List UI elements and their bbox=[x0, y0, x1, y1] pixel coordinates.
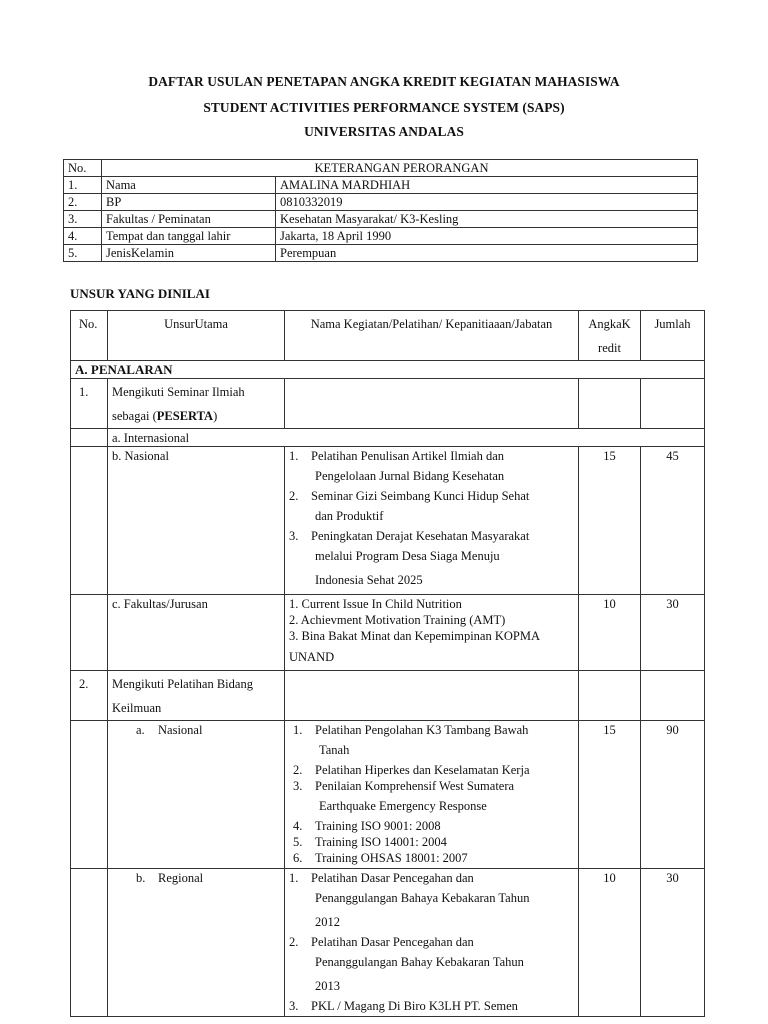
col-angka bbox=[579, 311, 641, 361]
row-jumlah: 30 bbox=[641, 595, 705, 671]
col-angka-line2: redit bbox=[598, 341, 621, 355]
row-angka bbox=[579, 671, 641, 721]
list-item bbox=[289, 934, 578, 998]
doc-title-line1: DAFTAR USULAN PENETAPAN ANGKA KREDIT KEGIATAN MAHASISWA bbox=[148, 74, 620, 89]
list-item bbox=[293, 834, 578, 850]
info-row-label: Fakultas / Peminatan bbox=[102, 211, 276, 228]
list-text: Penilaian Komprehensif West Sumatera bbox=[315, 779, 515, 793]
list-item bbox=[293, 850, 578, 866]
row-no: 1. bbox=[71, 379, 108, 429]
row-angka: 15 bbox=[579, 447, 641, 595]
table-row bbox=[71, 595, 705, 671]
info-row-value: Kesehatan Masyarakat/ K3-Kesling bbox=[276, 211, 698, 228]
list-item bbox=[293, 722, 578, 762]
col-jumlah: Jumlah bbox=[641, 311, 705, 361]
list-num: 2. bbox=[289, 489, 299, 503]
row-jumlah bbox=[641, 671, 705, 721]
list-num: 5. bbox=[293, 835, 303, 849]
list-text-cont: dan Produktif bbox=[315, 509, 384, 523]
list-text-cont: Penanggulangan Bahay Kebakaran Tahun bbox=[315, 955, 524, 969]
list-text-cont: 2013 bbox=[315, 979, 340, 993]
list-num: 1. bbox=[293, 723, 303, 737]
list-text-cont: Tanah bbox=[319, 743, 350, 757]
table-row bbox=[71, 721, 705, 869]
list-item: 2. Achievment Motivation Training (AMT) bbox=[289, 613, 506, 627]
list-item bbox=[289, 528, 578, 592]
list-text: PKL / Magang Di Biro K3LH PT. Semen bbox=[311, 999, 518, 1013]
row-angka: 10 bbox=[579, 869, 641, 1017]
row-jumlah: 30 bbox=[641, 869, 705, 1017]
row-sub-text: Regional bbox=[158, 871, 204, 885]
list-num: 3. bbox=[293, 779, 303, 793]
row-no bbox=[71, 429, 108, 447]
row-activity-list bbox=[285, 869, 579, 1017]
col-unsur: UnsurUtama bbox=[108, 311, 285, 361]
group-a-label: A. PENALARAN bbox=[71, 361, 705, 379]
list-text-cont: 2012 bbox=[315, 915, 340, 929]
row-unsur-line1: Mengikuti Pelatihan Bidang bbox=[112, 677, 253, 691]
row-no bbox=[71, 721, 108, 869]
info-row-value: Jakarta, 18 April 1990 bbox=[276, 228, 698, 245]
list-text-cont: Pengelolaan Jurnal Bidang Kesehatan bbox=[315, 469, 505, 483]
row-unsur-line2: Keilmuan bbox=[112, 701, 162, 715]
info-row bbox=[64, 211, 698, 228]
row-activity-list bbox=[285, 721, 579, 869]
personal-info-table bbox=[63, 159, 698, 262]
row-angka bbox=[579, 379, 641, 429]
col-nama: Nama Kegiatan/Pelatihan/ Kepanitiaaan/Jabatan bbox=[285, 311, 579, 361]
info-row-no: 5. bbox=[64, 245, 102, 262]
col-angka-line1: AngkaK bbox=[588, 317, 631, 331]
info-row-label: BP bbox=[102, 194, 276, 211]
list-text-cont: Indonesia Sehat 2025 bbox=[315, 573, 423, 587]
row-no: 2. bbox=[71, 671, 108, 721]
list-num: a. bbox=[136, 723, 145, 737]
row-angka: 10 bbox=[579, 595, 641, 671]
list-text-cont: UNAND bbox=[289, 650, 335, 664]
list-num: 1. bbox=[289, 449, 299, 463]
list-text-cont: Earthquake Emergency Response bbox=[319, 799, 487, 813]
table-row bbox=[71, 671, 705, 721]
row-unsur bbox=[108, 671, 285, 721]
list-num: 1. bbox=[289, 871, 299, 885]
list-num: 3. bbox=[289, 529, 299, 543]
doc-title-line2: STUDENT ACTIVITIES PERFORMANCE SYSTEM (SAPS) bbox=[203, 100, 565, 115]
row-no bbox=[71, 447, 108, 595]
row-no bbox=[71, 869, 108, 1017]
info-header-row bbox=[64, 160, 698, 177]
list-num: 2. bbox=[293, 763, 303, 777]
table-row bbox=[71, 447, 705, 595]
doc-title-line3: UNIVERSITAS ANDALAS bbox=[304, 124, 464, 139]
info-col-no: No. bbox=[64, 160, 102, 177]
row-sub-label bbox=[108, 869, 285, 1017]
list-item bbox=[293, 762, 578, 778]
list-item bbox=[293, 778, 578, 818]
list-item bbox=[289, 448, 578, 488]
row-sub-label: b. Nasional bbox=[108, 447, 285, 595]
list-text-cont: Penanggulangan Bahaya Kebakaran Tahun bbox=[315, 891, 530, 905]
table-row bbox=[71, 869, 705, 1017]
info-row-no: 2. bbox=[64, 194, 102, 211]
row-activity-list bbox=[285, 447, 579, 595]
row-unsur-text: ) bbox=[213, 409, 218, 423]
row-sub-label: a. Internasional bbox=[108, 429, 705, 447]
info-row bbox=[64, 177, 698, 194]
info-col-title: KETERANGAN PERORANGAN bbox=[102, 160, 698, 177]
group-row bbox=[71, 361, 705, 379]
info-row-label: Nama bbox=[102, 177, 276, 194]
table-row bbox=[71, 379, 705, 429]
col-no: No. bbox=[71, 311, 108, 361]
assessment-table bbox=[70, 310, 705, 1017]
list-item: 3. Bina Bakat Minat dan Kepemimpinan KOPMA bbox=[289, 629, 541, 643]
row-sub-label: c. Fakultas/Jurusan bbox=[108, 595, 285, 671]
row-unsur-line1: Mengikuti Seminar Ilmiah bbox=[112, 385, 245, 399]
list-num: 6. bbox=[293, 851, 303, 865]
row-jumlah: 45 bbox=[641, 447, 705, 595]
info-row-label: JenisKelamin bbox=[102, 245, 276, 262]
list-text: Peningkatan Derajat Kesehatan Masyarakat bbox=[311, 529, 530, 543]
list-text: Training ISO 9001: 2008 bbox=[315, 819, 441, 833]
row-nama bbox=[285, 379, 579, 429]
assessment-header-row bbox=[71, 311, 705, 361]
info-row-no: 4. bbox=[64, 228, 102, 245]
list-text: Pelatihan Hiperkes dan Keselamatan Kerja bbox=[315, 763, 530, 777]
list-text: Pelatihan Dasar Pencegahan dan bbox=[311, 871, 474, 885]
info-row-value: 0810332019 bbox=[276, 194, 698, 211]
row-activity-list bbox=[285, 595, 579, 671]
list-text: Training ISO 14001: 2004 bbox=[315, 835, 447, 849]
row-jumlah: 90 bbox=[641, 721, 705, 869]
row-no bbox=[71, 595, 108, 671]
row-angka: 15 bbox=[579, 721, 641, 869]
list-num: 2. bbox=[289, 935, 299, 949]
list-text: Pelatihan Penulisan Artikel Ilmiah dan bbox=[311, 449, 505, 463]
info-row-value: AMALINA MARDHIAH bbox=[276, 177, 698, 194]
info-row bbox=[64, 194, 698, 211]
list-item: 1. Current Issue In Child Nutrition bbox=[289, 597, 462, 611]
row-unsur-line2 bbox=[112, 404, 284, 428]
list-text: Pelatihan Dasar Pencegahan dan bbox=[311, 935, 474, 949]
info-row-label: Tempat dan tanggal lahir bbox=[102, 228, 276, 245]
list-item bbox=[289, 488, 578, 528]
list-item bbox=[289, 998, 578, 1014]
plain-list bbox=[289, 596, 578, 644]
row-sub-text: Nasional bbox=[158, 723, 203, 737]
info-row-value: Perempuan bbox=[276, 245, 698, 262]
list-text: Training OHSAS 18001: 2007 bbox=[315, 851, 468, 865]
row-unsur-bold: PESERTA bbox=[156, 409, 214, 423]
info-row bbox=[64, 245, 698, 262]
row-sub-label bbox=[108, 721, 285, 869]
info-row-no: 1. bbox=[64, 177, 102, 194]
info-row-no: 3. bbox=[64, 211, 102, 228]
list-item bbox=[293, 818, 578, 834]
section-title: UNSUR YANG DINILAI bbox=[70, 286, 210, 301]
list-text: Pelatihan Pengolahan K3 Tambang Bawah bbox=[315, 723, 529, 737]
table-row bbox=[71, 429, 705, 447]
list-num: 4. bbox=[293, 819, 303, 833]
list-num: b. bbox=[136, 871, 146, 885]
list-text: Seminar Gizi Seimbang Kunci Hidup Sehat bbox=[311, 489, 530, 503]
list-item bbox=[289, 870, 578, 934]
row-unsur bbox=[108, 379, 285, 429]
row-nama bbox=[285, 671, 579, 721]
row-jumlah bbox=[641, 379, 705, 429]
row-unsur-text: sebagai ( bbox=[112, 409, 157, 423]
info-row bbox=[64, 228, 698, 245]
list-text-cont: melalui Program Desa Siaga Menuju bbox=[315, 549, 500, 563]
list-num: 3. bbox=[289, 999, 299, 1013]
